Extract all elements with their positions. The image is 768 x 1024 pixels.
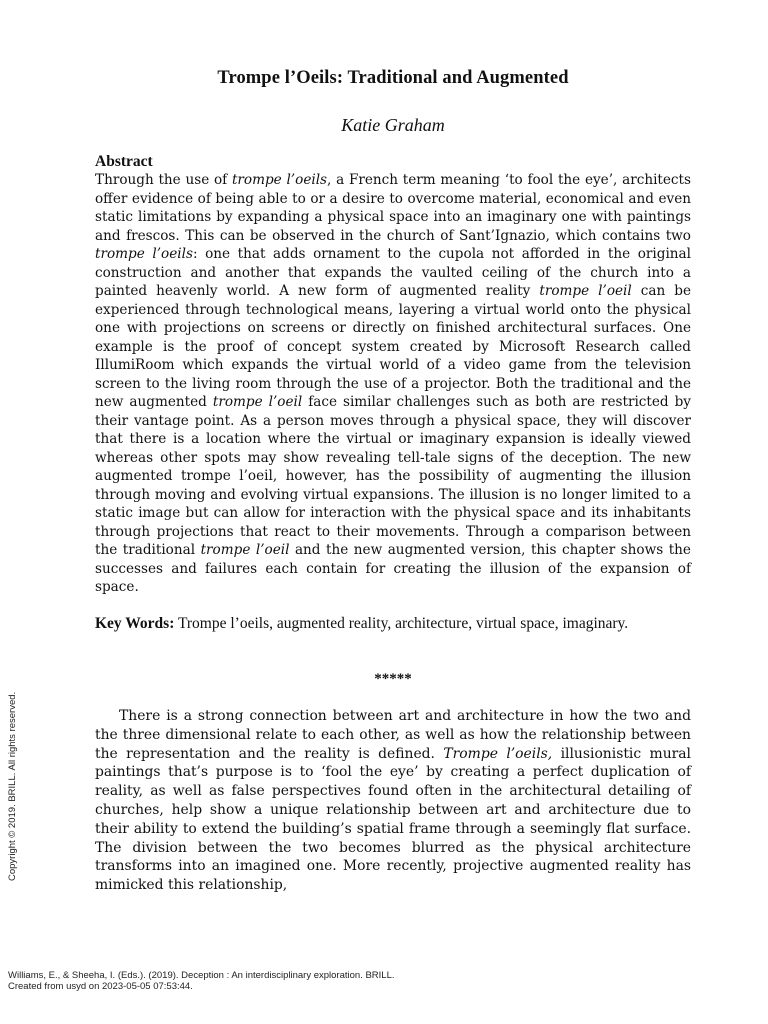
text-run: , a French term meaning ‘to fool the eye’, architects offer evidence of being able to or a desire to overcome material, economical and even static limitations by expanding a physical space into an imaginary one with paintings and frescos. This can be observed in the church of Sant’Ignazio, which contains two bbox=[95, 172, 691, 244]
copyright-text: Copyright © 2019. BRILL. All rights reserved. bbox=[7, 691, 18, 881]
copyright-margin-note bbox=[7, 686, 21, 881]
text-run: : one that adds ornament to the cupola not afforded in the original construction and another that expands the vaulted ceiling of the church into a painted heavenly world. A new form of augmented reality bbox=[95, 246, 691, 299]
text-run: Through the use of bbox=[95, 172, 232, 188]
italic-term: trompe l’oeils bbox=[231, 172, 328, 188]
abstract-heading: Abstract bbox=[95, 153, 153, 170]
keywords-paragraph bbox=[95, 614, 691, 633]
keywords-label: Key Words: bbox=[95, 615, 175, 632]
italic-term: trompe l’oeil bbox=[539, 283, 632, 299]
italic-term: trompe l’oeils bbox=[95, 246, 193, 262]
text-run: can be experienced through technological means, layering a virtual world onto the physical one with projections on screens or directly on finished architectural surfaces. One example is the proof of concept system created by Microsoft Research called IllumiRoom which expands the virtual world of a video game from the television screen to the living room through the use of a projector. Both the traditional and the new augmented bbox=[95, 283, 691, 410]
italic-term: trompe l’oeil bbox=[212, 394, 303, 410]
section-separator: ***** bbox=[374, 671, 412, 687]
keywords-text: Trompe l’oeils, augmented reality, architecture, virtual space, imaginary. bbox=[174, 615, 629, 632]
author-name: Katie Graham bbox=[341, 115, 445, 135]
citation-line: Williams, E., & Sheeha, I. (Eds.). (2019). Deception : An interdisciplinary exploration. BRILL. bbox=[8, 970, 395, 981]
text-run: There is a strong connection between art and architecture in how the two and the three dimensional relate to each other, as well as how the relationship between the representation and the reality is defined. bbox=[95, 708, 691, 762]
text-run: face similar challenges such as both are restricted by their vantage point. As a person moves through a physical space, they will discover that there is a location where the virtual or imaginary expansion is ideally viewed whereas other spots may show revealing tell-tale signs of the deception. The new augmented trompe l’oeil, however, has the possibility of augmenting the illusion through moving and evolving virtual expansions. The illusion is no longer limited to a static image but can allow for interaction with the physical space and its inhabitants through projections that react to their movements. Through a comparison between the traditional bbox=[95, 394, 691, 558]
citation-footer bbox=[8, 970, 395, 992]
text-run: and the new augmented version, this chapter shows the successes and failures each contain for creating the illusion of the expansion of space. bbox=[95, 542, 691, 595]
italic-term: Trompe l’oeils, bbox=[443, 745, 553, 762]
created-line: Created from usyd on 2023-05-05 07:53:44. bbox=[8, 981, 193, 992]
abstract-paragraph bbox=[95, 171, 691, 597]
body-paragraph bbox=[95, 707, 691, 895]
text-run: illusionistic mural paintings that’s purpose is to ‘fool the eye’ by creating a perfect duplication of reality, as well as false perspectives found often in the architectural detailing of churches, help show a unique relationship between art and architecture due to their ability to extend the building’s spatial frame through a seemingly flat surface. The division between the two becomes blurred as the physical architecture transforms into an imagined one. More recently, projective augmented reality has mimicked this relationship, bbox=[95, 745, 692, 894]
italic-term: trompe l’oeil bbox=[200, 542, 290, 558]
paper-title: Trompe l’Oeils: Traditional and Augmented bbox=[217, 68, 569, 88]
